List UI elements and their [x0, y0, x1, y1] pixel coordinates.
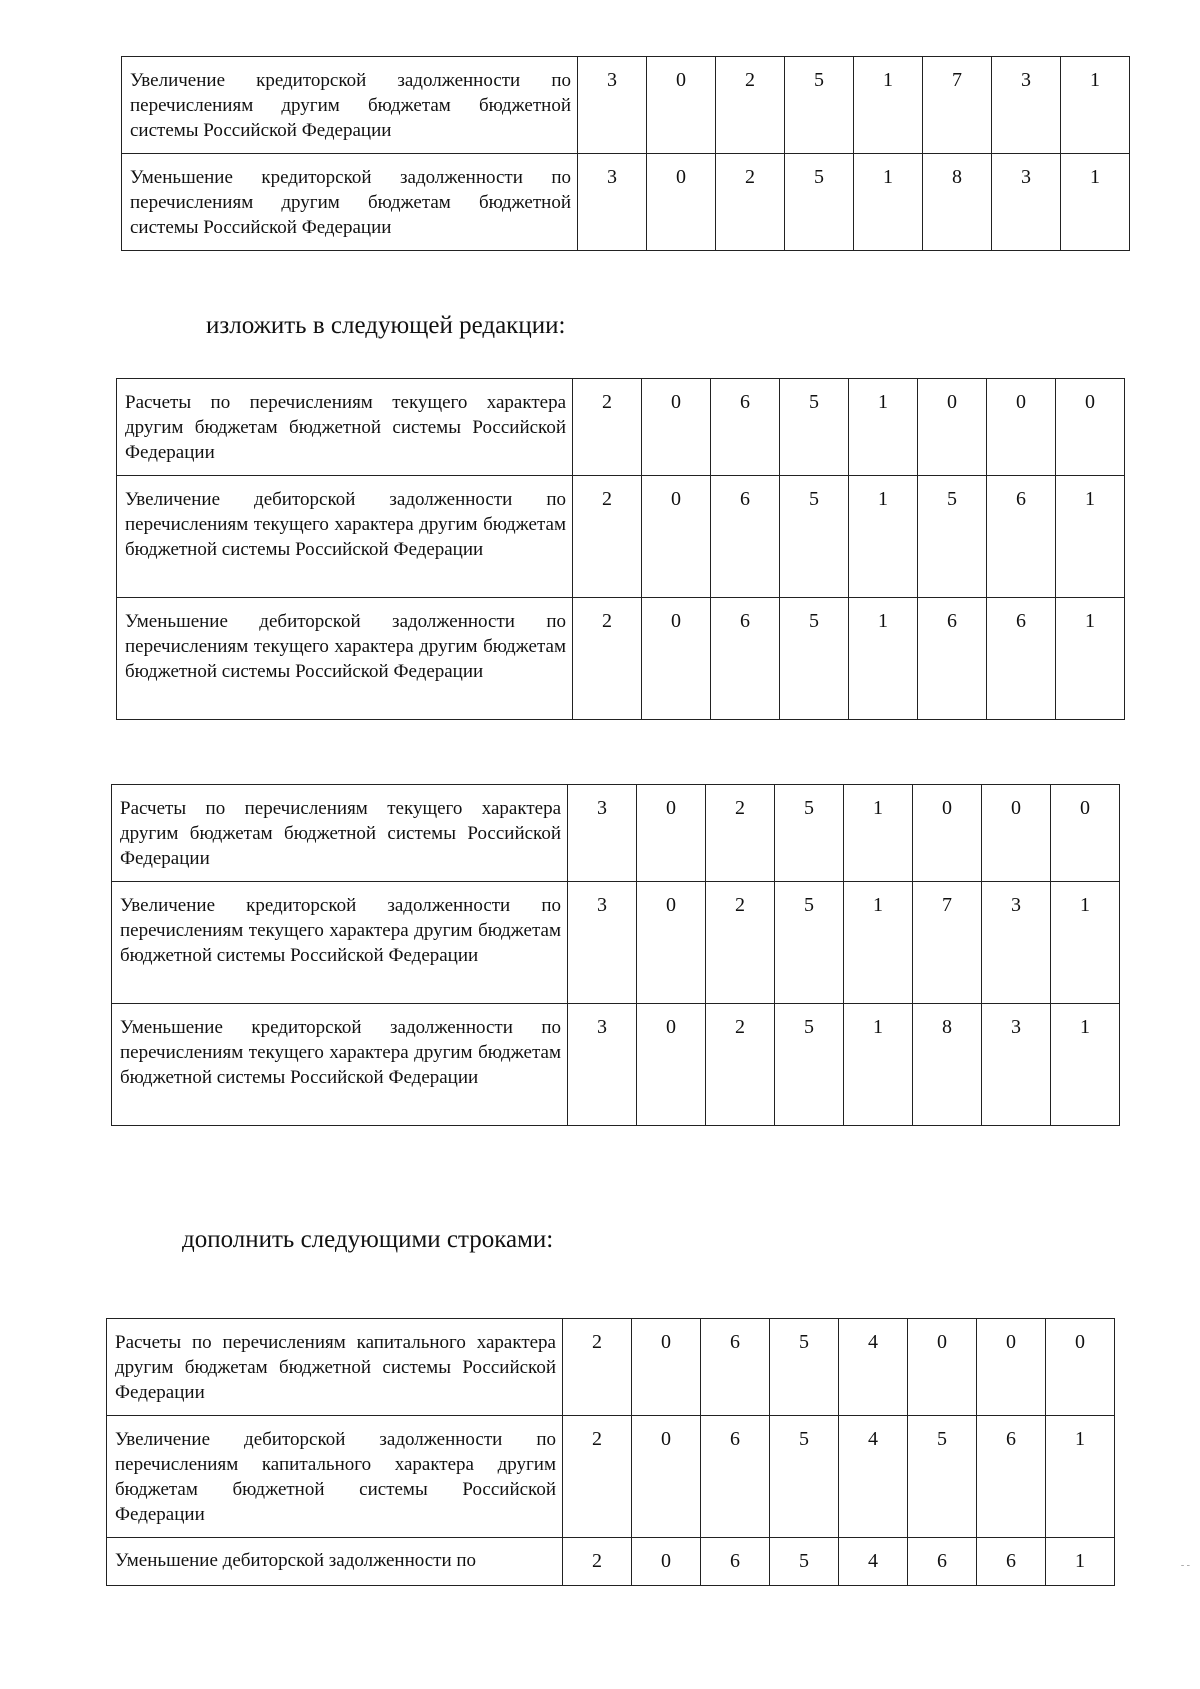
- code-digit: 5: [785, 57, 854, 154]
- code-digit: 4: [839, 1319, 908, 1416]
- code-digit: 0: [642, 598, 711, 720]
- code-digit: 5: [770, 1416, 839, 1538]
- code-digit: 1: [1046, 1416, 1115, 1538]
- code-digit: 3: [992, 57, 1061, 154]
- row-description: Уменьшение дебиторской задолженности по перечислениям текущего характера другим бюджетам бюджетной системы Российской Федерации: [117, 598, 573, 720]
- table-row: [107, 1538, 1115, 1586]
- code-digit: 6: [701, 1319, 770, 1416]
- table-row: [117, 598, 1125, 720]
- code-digit: 6: [987, 598, 1056, 720]
- code-digit: 0: [987, 379, 1056, 476]
- code-digit: 4: [839, 1538, 908, 1586]
- code-digit: 2: [563, 1538, 632, 1586]
- code-digit: 5: [918, 476, 987, 598]
- code-digit: 5: [770, 1319, 839, 1416]
- code-digit: 0: [918, 379, 987, 476]
- code-digit: 0: [908, 1319, 977, 1416]
- code-digit: 0: [642, 379, 711, 476]
- code-digit: 5: [780, 598, 849, 720]
- code-digit: 0: [637, 785, 706, 882]
- row-description: Увеличение кредиторской задолженности по перечислениям другим бюджетам бюджетной системы Российской Федерации: [122, 57, 578, 154]
- code-digit: 5: [775, 1004, 844, 1126]
- caption-edit: изложить в следующей редакции:: [206, 312, 566, 339]
- row-description: Расчеты по перечислениям текущего характера другим бюджетам бюджетной системы Российской Федерации: [117, 379, 573, 476]
- code-digit: 1: [1051, 1004, 1120, 1126]
- table-row: [107, 1319, 1115, 1416]
- row-description: Уменьшение кредиторской задолженности по перечислениям другим бюджетам бюджетной системы Российской Федерации: [122, 154, 578, 251]
- code-digit: 5: [785, 154, 854, 251]
- caption-append: дополнить следующими строками:: [182, 1226, 554, 1253]
- row-description: Расчеты по перечислениям текущего характера другим бюджетам бюджетной системы Российской Федерации: [112, 785, 568, 882]
- code-digit: 1: [1046, 1538, 1115, 1586]
- table-row: [112, 1004, 1120, 1126]
- code-digit: 8: [913, 1004, 982, 1126]
- code-digit: 3: [578, 57, 647, 154]
- code-digit: 1: [1061, 57, 1130, 154]
- code-digit: 5: [775, 785, 844, 882]
- table-row: [117, 379, 1125, 476]
- code-digit: 7: [923, 57, 992, 154]
- row-description: Расчеты по перечислениям капитального характера другим бюджетам бюджетной системы Российской Федерации: [107, 1319, 563, 1416]
- code-digit: 0: [1051, 785, 1120, 882]
- table-row: [117, 476, 1125, 598]
- code-digit: 7: [913, 882, 982, 1004]
- table-row: [122, 154, 1130, 251]
- code-digit: 1: [844, 785, 913, 882]
- table-row: [112, 882, 1120, 1004]
- code-digit: 6: [977, 1538, 1046, 1586]
- code-table-3: [111, 784, 1120, 1126]
- code-digit: 5: [908, 1416, 977, 1538]
- code-digit: 1: [1061, 154, 1130, 251]
- code-digit: 0: [632, 1319, 701, 1416]
- code-digit: 2: [573, 598, 642, 720]
- code-table-4: [106, 1318, 1115, 1586]
- code-digit: 6: [908, 1538, 977, 1586]
- code-digit: 0: [982, 785, 1051, 882]
- code-digit: 6: [977, 1416, 1046, 1538]
- code-digit: 6: [701, 1538, 770, 1586]
- code-digit: 6: [711, 598, 780, 720]
- code-digit: 0: [637, 882, 706, 1004]
- code-digit: 3: [568, 882, 637, 1004]
- code-digit: 1: [849, 379, 918, 476]
- code-digit: 0: [1046, 1319, 1115, 1416]
- code-digit: 4: [839, 1416, 908, 1538]
- code-digit: 0: [637, 1004, 706, 1126]
- code-digit: 2: [563, 1319, 632, 1416]
- code-digit: 1: [849, 598, 918, 720]
- code-digit: 0: [647, 57, 716, 154]
- code-digit: 1: [854, 57, 923, 154]
- code-digit: 5: [780, 379, 849, 476]
- table-row: [112, 785, 1120, 882]
- code-digit: 8: [923, 154, 992, 251]
- table-row: [107, 1416, 1115, 1538]
- code-digit: 1: [844, 882, 913, 1004]
- code-digit: 1: [854, 154, 923, 251]
- code-digit: 5: [780, 476, 849, 598]
- code-digit: 2: [716, 154, 785, 251]
- code-digit: 2: [573, 379, 642, 476]
- code-digit: 6: [701, 1416, 770, 1538]
- code-digit: 0: [913, 785, 982, 882]
- code-digit: 5: [775, 882, 844, 1004]
- code-table-2: [116, 378, 1125, 720]
- row-description: Увеличение кредиторской задолженности по перечислениям текущего характера другим бюджетам бюджетной системы Российской Федерации: [112, 882, 568, 1004]
- code-digit: 0: [977, 1319, 1046, 1416]
- code-digit: 3: [992, 154, 1061, 251]
- table-row: [122, 57, 1130, 154]
- code-digit: 3: [982, 1004, 1051, 1126]
- code-digit: 2: [716, 57, 785, 154]
- code-digit: 1: [849, 476, 918, 598]
- code-digit: 0: [632, 1416, 701, 1538]
- code-digit: 1: [844, 1004, 913, 1126]
- code-digit: 0: [647, 154, 716, 251]
- code-digit: 1: [1056, 476, 1125, 598]
- code-digit: 2: [563, 1416, 632, 1538]
- scan-mark: - -: [1180, 1560, 1190, 1571]
- code-digit: 1: [1056, 598, 1125, 720]
- code-digit: 5: [770, 1538, 839, 1586]
- code-digit: 2: [706, 785, 775, 882]
- row-description: Уменьшение дебиторской задолженности по: [107, 1538, 563, 1586]
- code-digit: 6: [918, 598, 987, 720]
- code-digit: 2: [706, 1004, 775, 1126]
- code-digit: 1: [1051, 882, 1120, 1004]
- code-digit: 2: [573, 476, 642, 598]
- code-table-1: [121, 56, 1130, 251]
- code-digit: 3: [568, 1004, 637, 1126]
- code-digit: 6: [987, 476, 1056, 598]
- code-digit: 0: [642, 476, 711, 598]
- code-digit: 0: [1056, 379, 1125, 476]
- code-digit: 3: [578, 154, 647, 251]
- code-digit: 6: [711, 476, 780, 598]
- code-digit: 6: [711, 379, 780, 476]
- code-digit: 3: [568, 785, 637, 882]
- code-digit: 3: [982, 882, 1051, 1004]
- code-digit: 2: [706, 882, 775, 1004]
- code-digit: 0: [632, 1538, 701, 1586]
- row-description: Увеличение дебиторской задолженности по перечислениям текущего характера другим бюджетам бюджетной системы Российской Федерации: [117, 476, 573, 598]
- row-description: Увеличение дебиторской задолженности по перечислениям капитального характера другим бюджетам бюджетной системы Российской Федерации: [107, 1416, 563, 1538]
- row-description: Уменьшение кредиторской задолженности по перечислениям текущего характера другим бюджетам бюджетной системы Российской Федерации: [112, 1004, 568, 1126]
